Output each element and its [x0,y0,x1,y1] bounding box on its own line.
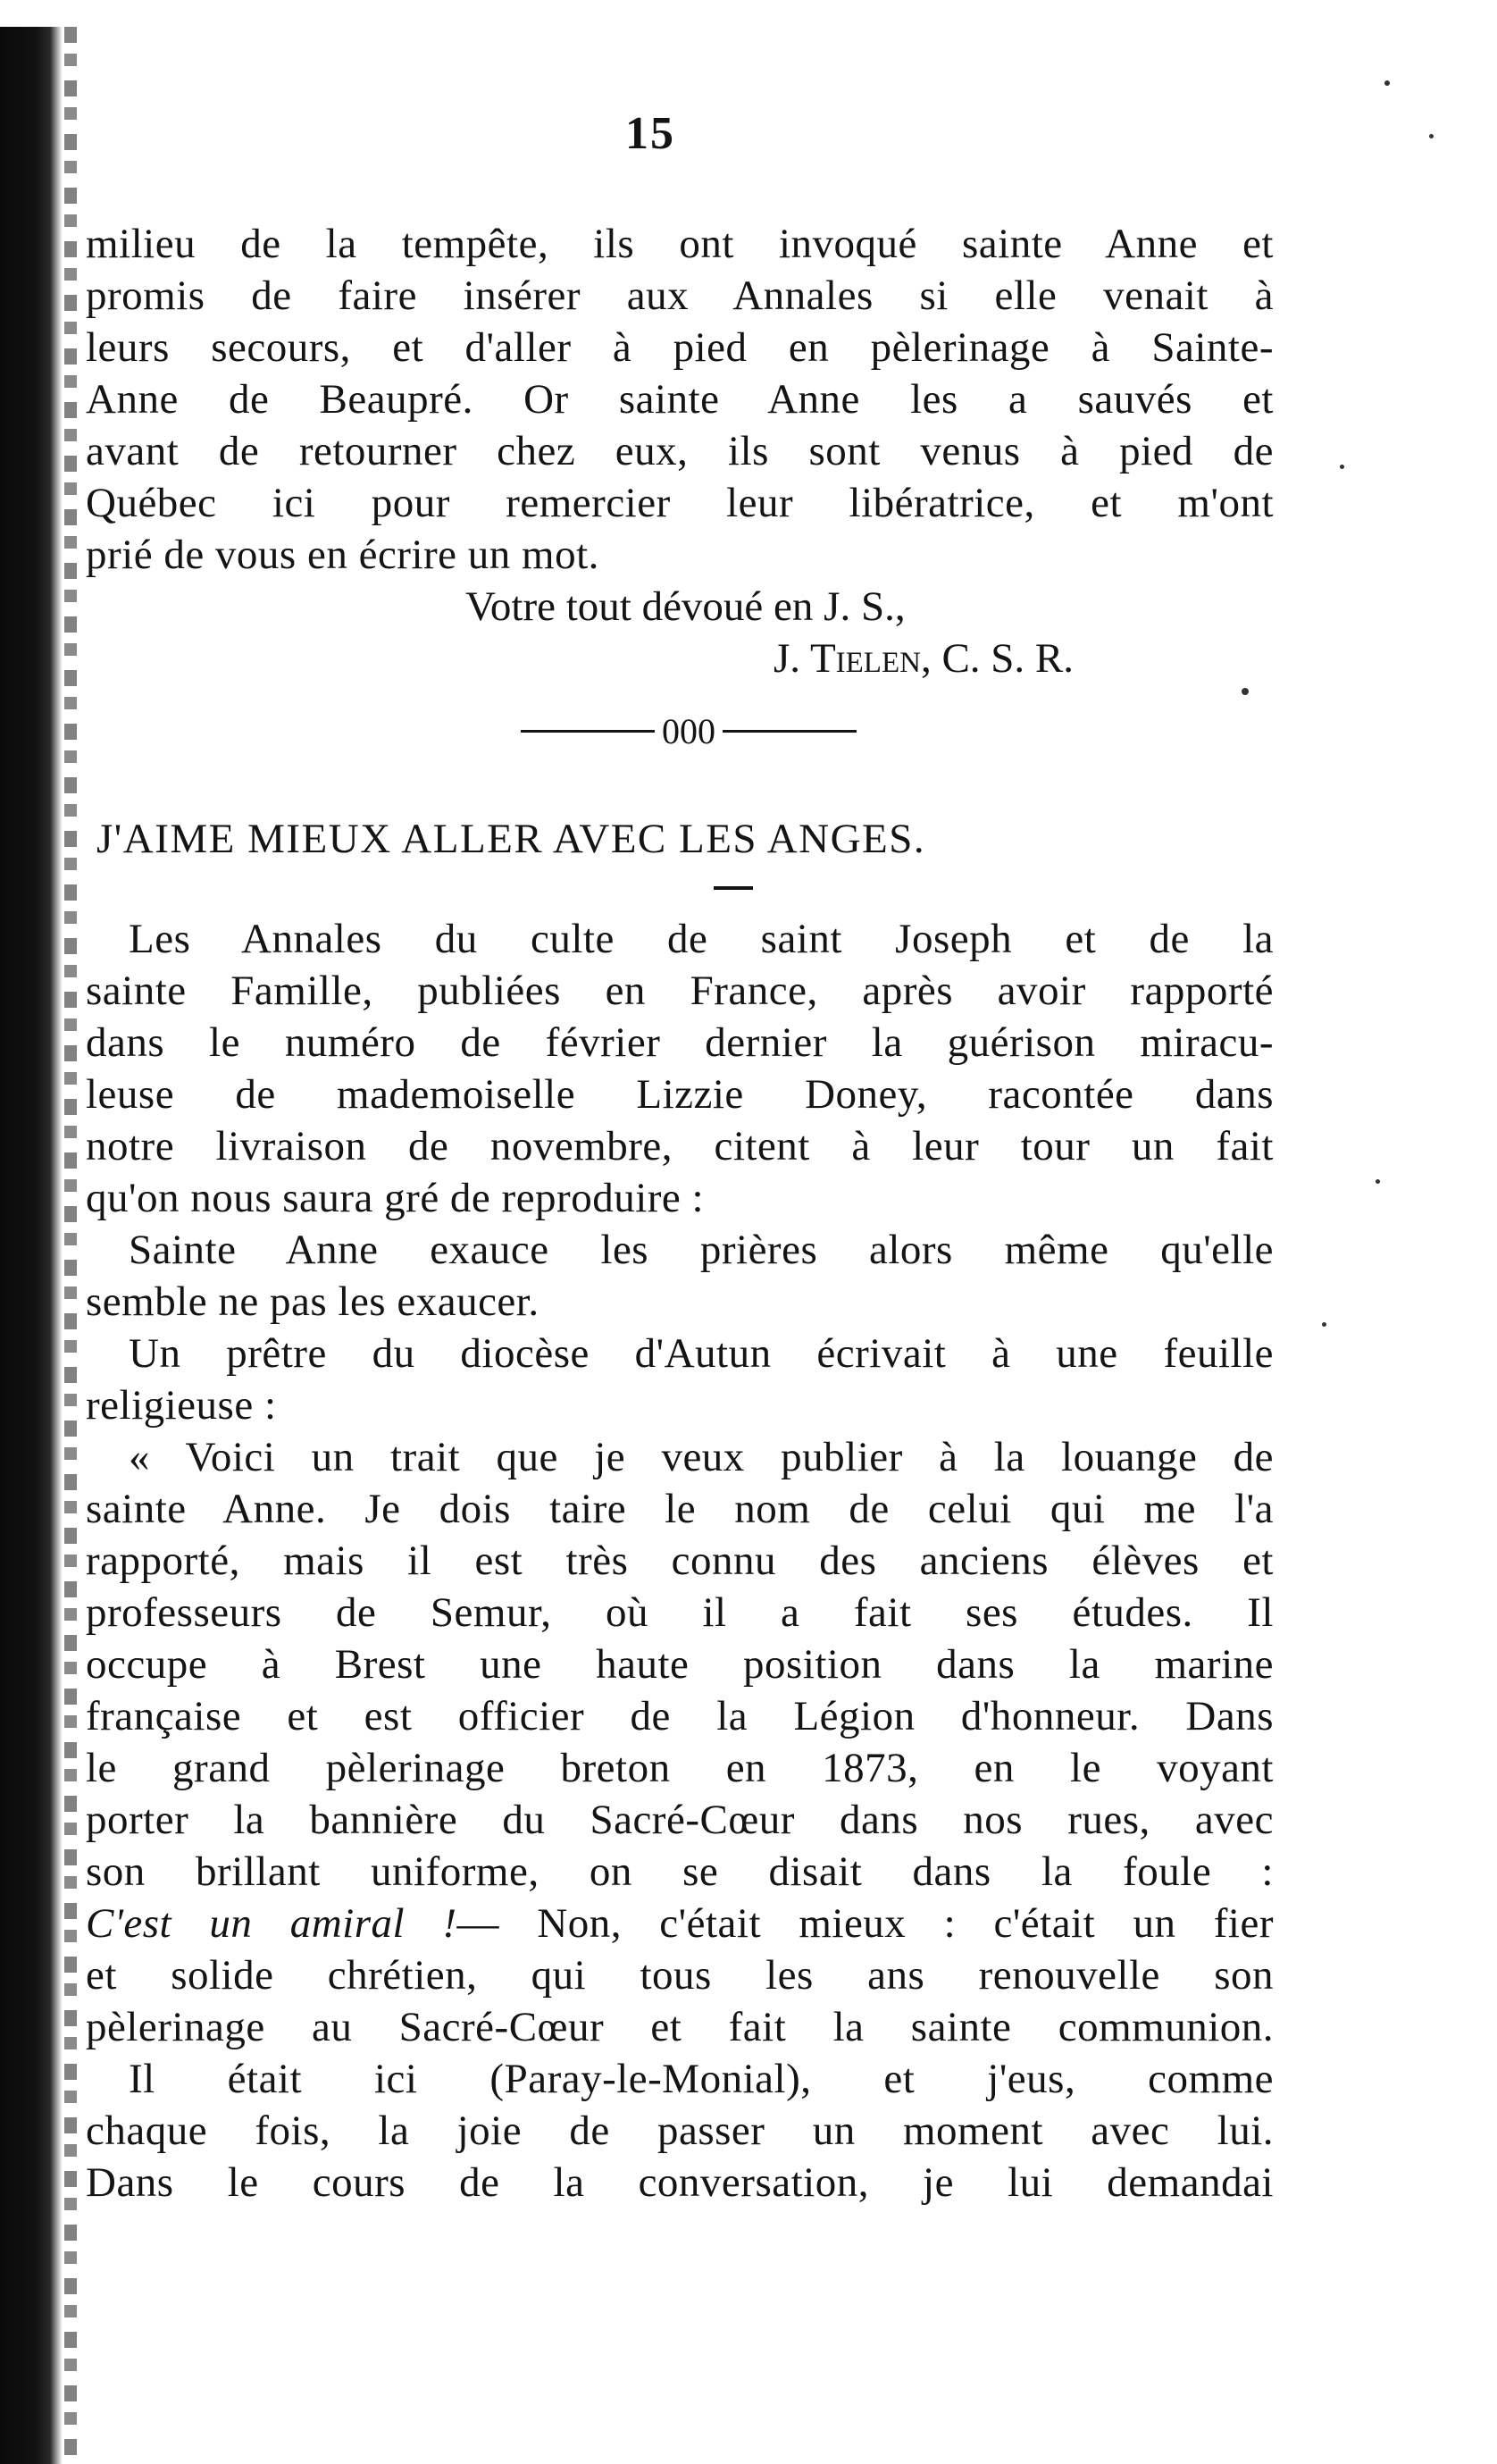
section-title-text: J'AIME MIEUX ALLER AVEC LES ANGES. [96,816,926,862]
text-line: semble ne pas les exaucer. [86,1278,539,1325]
text-line: chaque fois, la joie de passer un moment avec lui. [86,2108,1274,2154]
page-text [86,218,1274,2208]
text-line: Il était ici (Paray-le-Monial), et j'eus, comme [129,2056,1274,2102]
text-line: Québec ici pour remercier leur libératrice, et m'ont [86,480,1274,526]
print-speck [1376,1179,1380,1184]
text-line: Un prêtre du diocèse d'Autun écrivait à une feuille [129,1330,1274,1377]
text-line: dans le numéro de février dernier la guérison miracu- [86,1019,1274,1066]
text-line: et solide chrétien, qui tous les ans renouvelle son [86,1952,1274,1999]
text-line: professeurs de Semur, où il a fait ses études. Il [86,1589,1274,1636]
section-separator [86,684,1274,777]
text-line: porter la bannière du Sacré-Cœur dans nos rues, avec [86,1797,1274,1843]
separator-mark: 000 [662,710,715,751]
text-line: Sainte Anne exauce les prières alors même qu'elle [129,1227,1274,1273]
text-line: qu'on nous saura gré de reproduire : [86,1175,705,1221]
signature-text: J. Tielen, C. S. R. [774,635,1075,682]
text-line: promis de faire insérer aux Annales si elle venait à [86,272,1274,319]
text-line: milieu de la tempête, ils ont invoqué sainte Anne et [86,221,1274,267]
text-line: Dans le cours de la conversation, je lui demandai [86,2159,1274,2206]
text-line: notre livraison de novembre, citent à leur tour un fait [86,1123,1274,1169]
text-line: avant de retourner chez eux, ils sont venus à pied de [86,428,1274,474]
text-line: leurs secours, et d'aller à pied en pèlerinage à Sainte- [86,324,1274,371]
italic-line [86,1898,1274,1949]
text-line: « Voici un trait que je veux publier à la louange de [129,1434,1274,1480]
print-speck [1322,1322,1326,1327]
separator-rule-right [723,730,857,733]
text-line: occupe à Brest une haute position dans la marine [86,1641,1274,1688]
print-speck [1242,688,1249,695]
section-title [86,777,1274,863]
text-line: prié de vous en écrire un mot. [86,532,599,578]
print-speck [1340,465,1344,469]
paragraph-continued [86,218,1274,581]
separator-rule-left [521,730,655,733]
short-dash-rule [714,886,753,890]
text-line: son brillant uniforme, on se disait dans la foule : [86,1848,1274,1895]
text-line: religieuse : [86,1382,277,1429]
text-line: Les Annales du culte de saint Joseph et de la [129,916,1274,962]
article-body-end [86,1949,1274,2208]
signature [86,633,1274,684]
text-line: Anne de Beaupré. Or sainte Anne les a sauvés et [86,376,1274,423]
text-line: le grand pèlerinage breton en 1873, en le voyant [86,1745,1274,1791]
article-body [86,913,1274,1898]
line-rest: — Non, c'était mieux : c'était un fier [456,1900,1274,1947]
print-speck [1384,80,1390,86]
text-line: française et est officier de la Légion d'honneur. Dans [86,1693,1274,1739]
text-line: leuse de mademoiselle Lizzie Doney, racontée dans [86,1071,1274,1118]
title-dash [86,863,1274,913]
text-line: rapporté, mais il est très connu des anciens élèves et [86,1538,1274,1584]
closing-salutation: Votre tout dévoué en J. S., [465,583,906,630]
italic-quote: C'est un amiral ! [86,1900,457,1947]
binding-shadow [0,27,63,2464]
text-line: sainte Famille, publiées en France, après avoir rapporté [86,968,1274,1014]
page-number: 15 [625,108,675,159]
print-speck [1429,134,1434,138]
text-line: sainte Anne. Je dois taire le nom de celui qui me l'a [86,1486,1274,1532]
text-line: pèlerinage au Sacré-Cœur et fait la sainte communion. [86,2004,1274,2050]
